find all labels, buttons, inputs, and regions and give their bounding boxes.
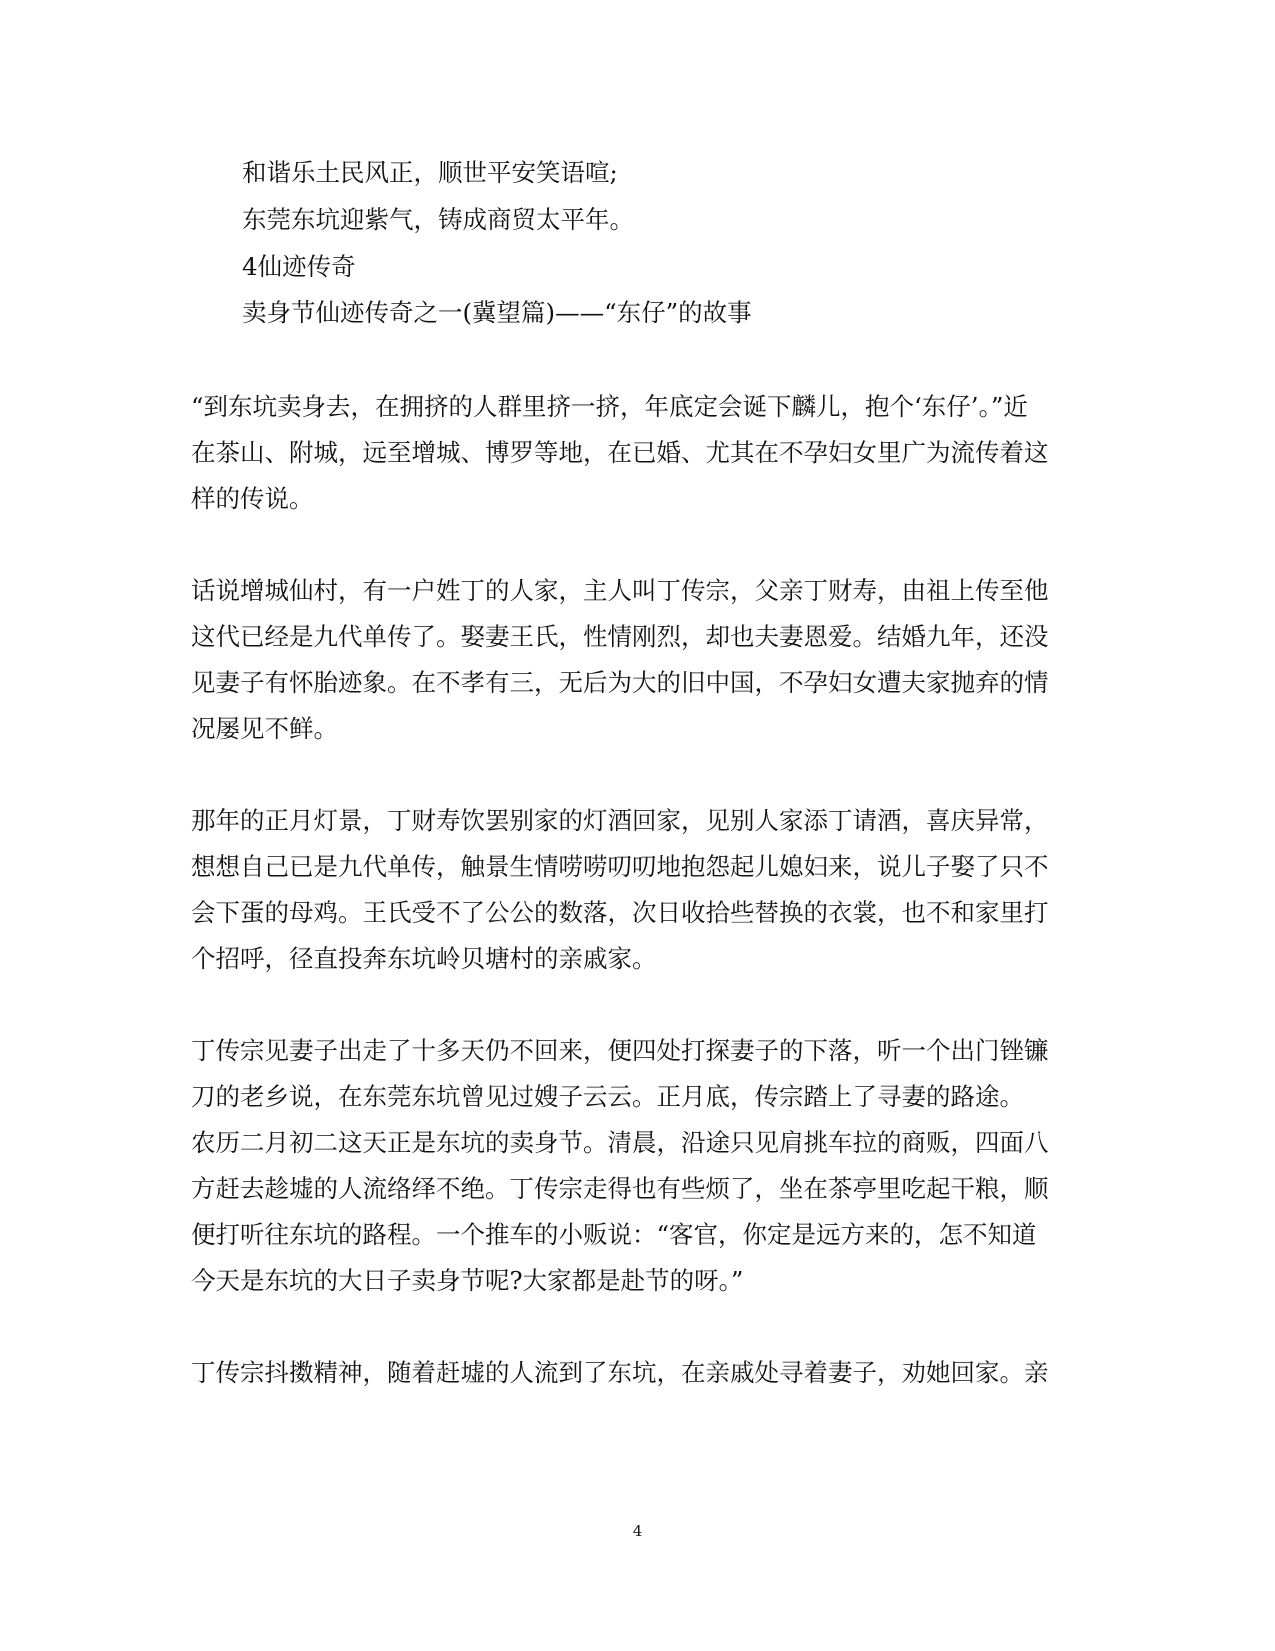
section-heading: 4仙迹传奇 [242,252,356,281]
poem-line-2: 东莞东坑迎紫气，铸成商贸太平年。 [242,205,634,234]
paragraph-line: 农历二月初二这天正是东坑的卖身节。清晨，沿途只见肩挑车拉的商贩，四面八 [191,1128,1049,1157]
paragraph-line: 便打听往东坑的路程。一个推车的小贩说：“客官，你定是远方来的，怎不知道 [191,1220,1037,1249]
paragraph-line: 见妻子有怀胎迹象。在不孝有三，无后为大的旧中国，不孕妇女遭夫家抛弃的情 [191,668,1049,697]
paragraph-line: 方赶去趁墟的人流络绎不绝。丁传宗走得也有些烦了，坐在茶亭里吃起干粮，顺 [191,1174,1049,1203]
paragraph-line: 丁传宗见妻子出走了十多天仍不回来，便四处打探妻子的下落，听一个出门锉镰 [191,1036,1049,1065]
paragraph-line: “到东坑卖身去，在拥挤的人群里挤一挤，年底定会诞下麟儿，抱个‘东仔’。”近 [191,392,1028,421]
paragraph-line: 话说增城仙村，有一户姓丁的人家，主人叫丁传宗，父亲丁财寿，由祖上传至他 [191,576,1049,605]
paragraph-line: 这代已经是九代单传了。娶妻王氏，性情刚烈，却也夫妻恩爱。结婚九年，还没 [191,622,1049,651]
paragraph-line: 会下蛋的母鸡。王氏受不了公公的数落，次日收拾些替换的衣裳，也不和家里打 [191,898,1049,927]
section-subheading: 卖身节仙迹传奇之一(冀望篇)——“东仔”的故事 [242,298,752,327]
page-number: 4 [632,1522,643,1540]
poem-line-1: 和谐乐土民风正，顺世平安笑语喧; [242,158,618,187]
paragraph-line: 况屡见不鲜。 [191,714,338,743]
paragraph-line: 个招呼，径直投奔东坑岭贝塘村的亲戚家。 [191,944,657,973]
paragraph-line: 那年的正月灯景，丁财寿饮罢别家的灯酒回家，见别人家添丁请酒，喜庆异常， [191,806,1049,835]
paragraph-line: 丁传宗抖擞精神，随着赶墟的人流到了东坑，在亲戚处寻着妻子，劝她回家。亲 [191,1358,1049,1387]
paragraph-line: 今天是东坑的大日子卖身节呢?大家都是赴节的呀。” [191,1266,744,1295]
paragraph-line: 样的传说。 [191,484,314,513]
paragraph-line: 想想自己已是九代单传，触景生情唠唠叨叨地抱怨起儿媳妇来，说儿子娶了只不 [191,852,1049,881]
paragraph-line: 在茶山、附城，远至增城、博罗等地，在已婚、尤其在不孕妇女里广为流传着这 [191,438,1049,467]
paragraph-line: 刀的老乡说，在东莞东坑曾见过嫂子云云。正月底，传宗踏上了寻妻的路途。 [191,1082,1024,1111]
